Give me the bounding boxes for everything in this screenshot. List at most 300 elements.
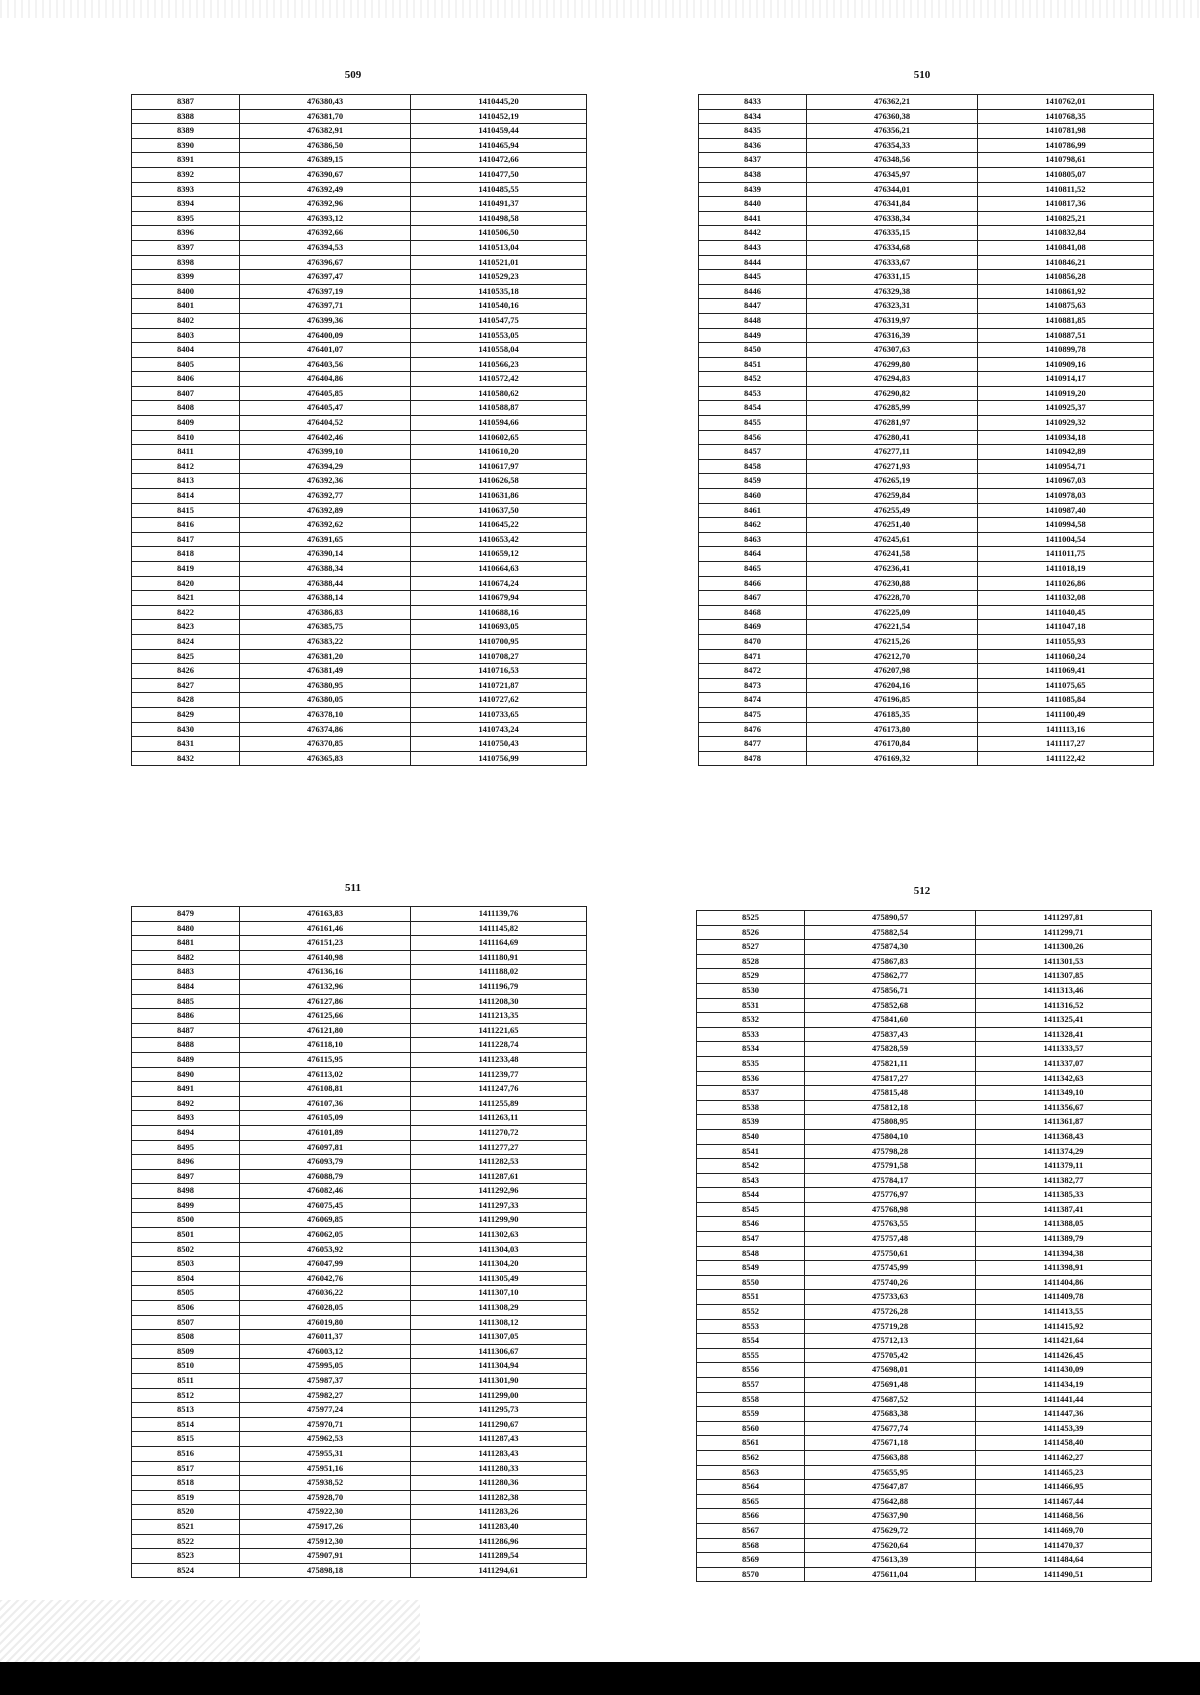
point-number-cell: 8534 xyxy=(697,1042,805,1057)
point-number-cell: 8432 xyxy=(132,751,240,766)
table-row xyxy=(132,634,587,649)
point-number-cell: 8526 xyxy=(697,925,805,940)
coordinates-table xyxy=(131,906,587,1578)
y-coordinate-cell: 1411299,90 xyxy=(411,1213,587,1228)
point-number-cell: 8503 xyxy=(132,1257,240,1272)
table-row xyxy=(132,1096,587,1111)
y-coordinate-cell: 1410588,87 xyxy=(411,401,587,416)
table-row xyxy=(697,1129,1152,1144)
table-row xyxy=(697,1538,1152,1553)
table-row xyxy=(699,576,1154,591)
table-row xyxy=(132,907,587,922)
x-coordinate-cell: 475890,57 xyxy=(805,911,976,926)
y-coordinate-cell: 1410610,20 xyxy=(411,445,587,460)
point-number-cell: 8468 xyxy=(699,605,807,620)
y-coordinate-cell: 1411467,44 xyxy=(976,1494,1152,1509)
x-coordinate-cell: 475637,90 xyxy=(805,1509,976,1524)
point-number-cell: 8426 xyxy=(132,664,240,679)
table-row xyxy=(132,1461,587,1476)
table-row xyxy=(697,1553,1152,1568)
x-coordinate-cell: 476334,68 xyxy=(807,240,978,255)
point-number-cell: 8559 xyxy=(697,1407,805,1422)
x-coordinate-cell: 476118,10 xyxy=(240,1038,411,1053)
x-coordinate-cell: 476215,26 xyxy=(807,634,978,649)
x-coordinate-cell: 475663,88 xyxy=(805,1450,976,1465)
table-row xyxy=(699,678,1154,693)
x-coordinate-cell: 475821,11 xyxy=(805,1056,976,1071)
y-coordinate-cell: 1411055,93 xyxy=(978,634,1154,649)
x-coordinate-cell: 475917,26 xyxy=(240,1519,411,1534)
x-coordinate-cell: 476294,83 xyxy=(807,372,978,387)
point-number-cell: 8449 xyxy=(699,328,807,343)
table-row xyxy=(132,979,587,994)
table-row xyxy=(132,518,587,533)
point-number-cell: 8510 xyxy=(132,1359,240,1374)
x-coordinate-cell: 476307,63 xyxy=(807,343,978,358)
point-number-cell: 8472 xyxy=(699,664,807,679)
x-coordinate-cell: 476115,95 xyxy=(240,1052,411,1067)
x-coordinate-cell: 475791,58 xyxy=(805,1159,976,1174)
point-number-cell: 8539 xyxy=(697,1115,805,1130)
table-row xyxy=(699,211,1154,226)
x-coordinate-cell: 476390,67 xyxy=(240,167,411,182)
y-coordinate-cell: 1410914,17 xyxy=(978,372,1154,387)
table-row xyxy=(697,969,1152,984)
x-coordinate-cell: 476173,80 xyxy=(807,722,978,737)
point-number-cell: 8391 xyxy=(132,153,240,168)
point-number-cell: 8395 xyxy=(132,211,240,226)
y-coordinate-cell: 1411294,61 xyxy=(411,1563,587,1578)
table-row xyxy=(697,1494,1152,1509)
x-coordinate-cell: 476381,20 xyxy=(240,649,411,664)
table-row xyxy=(132,1271,587,1286)
x-coordinate-cell: 476392,66 xyxy=(240,226,411,241)
table-row xyxy=(697,1217,1152,1232)
y-coordinate-cell: 1410856,28 xyxy=(978,270,1154,285)
table-row xyxy=(132,299,587,314)
table-row xyxy=(699,167,1154,182)
point-number-cell: 8490 xyxy=(132,1067,240,1082)
x-coordinate-cell: 475862,77 xyxy=(805,969,976,984)
point-number-cell: 8557 xyxy=(697,1378,805,1393)
y-coordinate-cell: 1410498,58 xyxy=(411,211,587,226)
point-number-cell: 8528 xyxy=(697,954,805,969)
point-number-cell: 8417 xyxy=(132,532,240,547)
point-number-cell: 8474 xyxy=(699,693,807,708)
point-number-cell: 8453 xyxy=(699,386,807,401)
table-row xyxy=(132,1125,587,1140)
y-coordinate-cell: 1411382,77 xyxy=(976,1173,1152,1188)
y-coordinate-cell: 1411286,96 xyxy=(411,1534,587,1549)
table-row xyxy=(132,1052,587,1067)
table-row xyxy=(132,751,587,766)
table-row xyxy=(132,1359,587,1374)
x-coordinate-cell: 476236,41 xyxy=(807,562,978,577)
table-row xyxy=(699,737,1154,752)
table-row xyxy=(132,197,587,212)
table-row xyxy=(132,1082,587,1097)
y-coordinate-cell: 1411188,02 xyxy=(411,965,587,980)
table-row xyxy=(699,620,1154,635)
table-row xyxy=(697,1436,1152,1451)
y-coordinate-cell: 1411398,91 xyxy=(976,1261,1152,1276)
x-coordinate-cell: 476113,02 xyxy=(240,1067,411,1082)
y-coordinate-cell: 1410617,97 xyxy=(411,459,587,474)
table-row xyxy=(132,722,587,737)
table-row xyxy=(132,445,587,460)
x-coordinate-cell: 476140,98 xyxy=(240,950,411,965)
y-coordinate-cell: 1411337,07 xyxy=(976,1056,1152,1071)
x-coordinate-cell: 475620,64 xyxy=(805,1538,976,1553)
y-coordinate-cell: 1411196,79 xyxy=(411,979,587,994)
x-coordinate-cell: 475691,48 xyxy=(805,1378,976,1393)
point-number-cell: 8540 xyxy=(697,1129,805,1144)
x-coordinate-cell: 475987,37 xyxy=(240,1374,411,1389)
table-row xyxy=(699,489,1154,504)
x-coordinate-cell: 476151,23 xyxy=(240,936,411,951)
x-coordinate-cell: 475867,83 xyxy=(805,954,976,969)
x-coordinate-cell: 476345,97 xyxy=(807,167,978,182)
scan-border xyxy=(0,1662,1200,1695)
y-coordinate-cell: 1411085,84 xyxy=(978,693,1154,708)
table-row xyxy=(699,707,1154,722)
point-number-cell: 8451 xyxy=(699,357,807,372)
point-number-cell: 8491 xyxy=(132,1082,240,1097)
point-number-cell: 8546 xyxy=(697,1217,805,1232)
table-row xyxy=(132,503,587,518)
table-row xyxy=(132,489,587,504)
table-row xyxy=(132,109,587,124)
y-coordinate-cell: 1410445,20 xyxy=(411,95,587,110)
point-number-cell: 8445 xyxy=(699,270,807,285)
point-number-cell: 8433 xyxy=(699,95,807,110)
x-coordinate-cell: 476271,93 xyxy=(807,459,978,474)
y-coordinate-cell: 1411263,11 xyxy=(411,1111,587,1126)
y-coordinate-cell: 1410786,99 xyxy=(978,138,1154,153)
point-number-cell: 8497 xyxy=(132,1169,240,1184)
x-coordinate-cell: 476011,37 xyxy=(240,1330,411,1345)
point-number-cell: 8441 xyxy=(699,211,807,226)
point-number-cell: 8487 xyxy=(132,1023,240,1038)
x-coordinate-cell: 476333,67 xyxy=(807,255,978,270)
y-coordinate-cell: 1410645,22 xyxy=(411,518,587,533)
x-coordinate-cell: 476062,05 xyxy=(240,1228,411,1243)
x-coordinate-cell: 475776,97 xyxy=(805,1188,976,1203)
point-number-cell: 8499 xyxy=(132,1198,240,1213)
y-coordinate-cell: 1411280,36 xyxy=(411,1476,587,1491)
point-number-cell: 8419 xyxy=(132,562,240,577)
y-coordinate-cell: 1410841,08 xyxy=(978,240,1154,255)
point-number-cell: 8415 xyxy=(132,503,240,518)
table-row xyxy=(697,1290,1152,1305)
x-coordinate-cell: 475611,04 xyxy=(805,1567,976,1582)
y-coordinate-cell: 1411292,96 xyxy=(411,1184,587,1199)
table-row xyxy=(132,605,587,620)
x-coordinate-cell: 476380,95 xyxy=(240,678,411,693)
y-coordinate-cell: 1411453,39 xyxy=(976,1421,1152,1436)
point-number-cell: 8495 xyxy=(132,1140,240,1155)
y-coordinate-cell: 1410535,18 xyxy=(411,284,587,299)
x-coordinate-cell: 475898,18 xyxy=(240,1563,411,1578)
x-coordinate-cell: 476380,43 xyxy=(240,95,411,110)
y-coordinate-cell: 1411283,26 xyxy=(411,1505,587,1520)
table-row xyxy=(699,430,1154,445)
x-coordinate-cell: 475837,43 xyxy=(805,1027,976,1042)
y-coordinate-cell: 1410626,58 xyxy=(411,474,587,489)
x-coordinate-cell: 476378,10 xyxy=(240,707,411,722)
y-coordinate-cell: 1410781,98 xyxy=(978,124,1154,139)
x-coordinate-cell: 476028,05 xyxy=(240,1301,411,1316)
y-coordinate-cell: 1411434,19 xyxy=(976,1378,1152,1393)
y-coordinate-cell: 1410602,65 xyxy=(411,430,587,445)
table-row xyxy=(697,954,1152,969)
point-number-cell: 8437 xyxy=(699,153,807,168)
x-coordinate-cell: 476042,76 xyxy=(240,1271,411,1286)
table-row xyxy=(697,1450,1152,1465)
y-coordinate-cell: 1410721,87 xyxy=(411,678,587,693)
y-coordinate-cell: 1410580,62 xyxy=(411,386,587,401)
point-number-cell: 8562 xyxy=(697,1450,805,1465)
point-number-cell: 8403 xyxy=(132,328,240,343)
y-coordinate-cell: 1411342,63 xyxy=(976,1071,1152,1086)
x-coordinate-cell: 476365,83 xyxy=(240,751,411,766)
x-coordinate-cell: 476121,80 xyxy=(240,1023,411,1038)
point-number-cell: 8531 xyxy=(697,998,805,1013)
point-number-cell: 8409 xyxy=(132,416,240,431)
table-row xyxy=(132,1403,587,1418)
table-row xyxy=(699,153,1154,168)
x-coordinate-cell: 476380,05 xyxy=(240,693,411,708)
y-coordinate-cell: 1410832,84 xyxy=(978,226,1154,241)
x-coordinate-cell: 476108,81 xyxy=(240,1082,411,1097)
y-coordinate-cell: 1410762,01 xyxy=(978,95,1154,110)
x-coordinate-cell: 475808,95 xyxy=(805,1115,976,1130)
y-coordinate-cell: 1411283,43 xyxy=(411,1446,587,1461)
table-row xyxy=(699,503,1154,518)
point-number-cell: 8489 xyxy=(132,1052,240,1067)
x-coordinate-cell: 476207,98 xyxy=(807,664,978,679)
y-coordinate-cell: 1411287,61 xyxy=(411,1169,587,1184)
y-coordinate-cell: 1411307,05 xyxy=(411,1330,587,1345)
y-coordinate-cell: 1411011,75 xyxy=(978,547,1154,562)
point-number-cell: 8493 xyxy=(132,1111,240,1126)
point-number-cell: 8544 xyxy=(697,1188,805,1203)
point-number-cell: 8518 xyxy=(132,1476,240,1491)
y-coordinate-cell: 1411213,35 xyxy=(411,1009,587,1024)
y-coordinate-cell: 1410817,36 xyxy=(978,197,1154,212)
y-coordinate-cell: 1410743,24 xyxy=(411,722,587,737)
x-coordinate-cell: 476225,09 xyxy=(807,605,978,620)
y-coordinate-cell: 1411282,53 xyxy=(411,1155,587,1170)
table-row xyxy=(697,1509,1152,1524)
table-row xyxy=(132,386,587,401)
point-number-cell: 8478 xyxy=(699,751,807,766)
point-number-cell: 8488 xyxy=(132,1038,240,1053)
table-row xyxy=(697,1173,1152,1188)
y-coordinate-cell: 1410558,04 xyxy=(411,343,587,358)
table-row xyxy=(697,1407,1152,1422)
x-coordinate-cell: 476404,52 xyxy=(240,416,411,431)
point-number-cell: 8450 xyxy=(699,343,807,358)
x-coordinate-cell: 476386,83 xyxy=(240,605,411,620)
point-number-cell: 8550 xyxy=(697,1275,805,1290)
x-coordinate-cell: 476290,82 xyxy=(807,386,978,401)
y-coordinate-cell: 1411307,10 xyxy=(411,1286,587,1301)
table-row xyxy=(699,299,1154,314)
x-coordinate-cell: 476402,46 xyxy=(240,430,411,445)
x-coordinate-cell: 475683,38 xyxy=(805,1407,976,1422)
x-coordinate-cell: 475817,27 xyxy=(805,1071,976,1086)
y-coordinate-cell: 1410733,65 xyxy=(411,707,587,722)
table-row xyxy=(697,925,1152,940)
point-number-cell: 8402 xyxy=(132,313,240,328)
point-number-cell: 8475 xyxy=(699,707,807,722)
point-number-cell: 8413 xyxy=(132,474,240,489)
x-coordinate-cell: 476255,49 xyxy=(807,503,978,518)
table-row xyxy=(699,328,1154,343)
point-number-cell: 8458 xyxy=(699,459,807,474)
x-coordinate-cell: 476385,75 xyxy=(240,620,411,635)
point-number-cell: 8511 xyxy=(132,1374,240,1389)
y-coordinate-cell: 1411490,51 xyxy=(976,1567,1152,1582)
table-row xyxy=(699,518,1154,533)
y-coordinate-cell: 1410887,51 xyxy=(978,328,1154,343)
y-coordinate-cell: 1411299,00 xyxy=(411,1388,587,1403)
point-number-cell: 8408 xyxy=(132,401,240,416)
table-row xyxy=(132,936,587,951)
table-row xyxy=(697,1115,1152,1130)
y-coordinate-cell: 1410653,42 xyxy=(411,532,587,547)
y-coordinate-cell: 1411302,63 xyxy=(411,1228,587,1243)
y-coordinate-cell: 1411409,78 xyxy=(976,1290,1152,1305)
table-row xyxy=(132,1228,587,1243)
y-coordinate-cell: 1410465,94 xyxy=(411,138,587,153)
x-coordinate-cell: 475938,52 xyxy=(240,1476,411,1491)
point-number-cell: 8558 xyxy=(697,1392,805,1407)
table-row xyxy=(697,1261,1152,1276)
x-coordinate-cell: 476356,21 xyxy=(807,124,978,139)
table-row xyxy=(697,1232,1152,1247)
table-row xyxy=(697,1071,1152,1086)
x-coordinate-cell: 476344,01 xyxy=(807,182,978,197)
table-row xyxy=(132,1257,587,1272)
point-number-cell: 8467 xyxy=(699,591,807,606)
point-number-cell: 8524 xyxy=(132,1563,240,1578)
point-number-cell: 8505 xyxy=(132,1286,240,1301)
table-row xyxy=(699,197,1154,212)
y-coordinate-cell: 1410727,62 xyxy=(411,693,587,708)
point-number-cell: 8404 xyxy=(132,343,240,358)
x-coordinate-cell: 476185,35 xyxy=(807,707,978,722)
table-row xyxy=(697,1013,1152,1028)
point-number-cell: 8523 xyxy=(132,1549,240,1564)
point-number-cell: 8438 xyxy=(699,167,807,182)
point-number-cell: 8517 xyxy=(132,1461,240,1476)
x-coordinate-cell: 476163,83 xyxy=(240,907,411,922)
table-row xyxy=(132,547,587,562)
point-number-cell: 8405 xyxy=(132,357,240,372)
table-row xyxy=(699,649,1154,664)
x-coordinate-cell: 476105,09 xyxy=(240,1111,411,1126)
x-coordinate-cell: 475828,59 xyxy=(805,1042,976,1057)
x-coordinate-cell: 475982,27 xyxy=(240,1388,411,1403)
table-row xyxy=(132,1563,587,1578)
y-coordinate-cell: 1410875,63 xyxy=(978,299,1154,314)
table-row xyxy=(132,459,587,474)
y-coordinate-cell: 1410547,75 xyxy=(411,313,587,328)
y-coordinate-cell: 1410491,37 xyxy=(411,197,587,212)
point-number-cell: 8444 xyxy=(699,255,807,270)
y-coordinate-cell: 1410934,18 xyxy=(978,430,1154,445)
point-number-cell: 8422 xyxy=(132,605,240,620)
x-coordinate-cell: 476299,80 xyxy=(807,357,978,372)
y-coordinate-cell: 1410929,32 xyxy=(978,416,1154,431)
point-number-cell: 8514 xyxy=(132,1417,240,1432)
page-number: 511 xyxy=(345,882,361,894)
x-coordinate-cell: 476204,16 xyxy=(807,678,978,693)
x-coordinate-cell: 476392,77 xyxy=(240,489,411,504)
y-coordinate-cell: 1411283,40 xyxy=(411,1519,587,1534)
point-number-cell: 8416 xyxy=(132,518,240,533)
x-coordinate-cell: 476019,80 xyxy=(240,1315,411,1330)
coordinates-table-block xyxy=(131,94,587,766)
y-coordinate-cell: 1411026,86 xyxy=(978,576,1154,591)
x-coordinate-cell: 475907,91 xyxy=(240,1549,411,1564)
y-coordinate-cell: 1411113,16 xyxy=(978,722,1154,737)
point-number-cell: 8521 xyxy=(132,1519,240,1534)
y-coordinate-cell: 1410978,03 xyxy=(978,489,1154,504)
table-row xyxy=(132,620,587,635)
table-row xyxy=(132,372,587,387)
point-number-cell: 8390 xyxy=(132,138,240,153)
table-row xyxy=(697,1480,1152,1495)
y-coordinate-cell: 1410994,58 xyxy=(978,518,1154,533)
point-number-cell: 8388 xyxy=(132,109,240,124)
point-number-cell: 8462 xyxy=(699,518,807,533)
point-number-cell: 8400 xyxy=(132,284,240,299)
y-coordinate-cell: 1411468,56 xyxy=(976,1509,1152,1524)
point-number-cell: 8406 xyxy=(132,372,240,387)
y-coordinate-cell: 1411304,94 xyxy=(411,1359,587,1374)
point-number-cell: 8552 xyxy=(697,1305,805,1320)
point-number-cell: 8545 xyxy=(697,1202,805,1217)
point-number-cell: 8501 xyxy=(132,1228,240,1243)
x-coordinate-cell: 476386,50 xyxy=(240,138,411,153)
point-number-cell: 8500 xyxy=(132,1213,240,1228)
y-coordinate-cell: 1410909,16 xyxy=(978,357,1154,372)
y-coordinate-cell: 1411145,82 xyxy=(411,921,587,936)
y-coordinate-cell: 1411301,90 xyxy=(411,1374,587,1389)
table-row xyxy=(132,153,587,168)
point-number-cell: 8556 xyxy=(697,1363,805,1378)
x-coordinate-cell: 476265,19 xyxy=(807,474,978,489)
x-coordinate-cell: 476036,22 xyxy=(240,1286,411,1301)
y-coordinate-cell: 1410506,50 xyxy=(411,226,587,241)
x-coordinate-cell: 476285,99 xyxy=(807,401,978,416)
y-coordinate-cell: 1410521,01 xyxy=(411,255,587,270)
x-coordinate-cell: 476370,85 xyxy=(240,737,411,752)
y-coordinate-cell: 1411470,37 xyxy=(976,1538,1152,1553)
table-row xyxy=(132,138,587,153)
x-coordinate-cell: 476392,62 xyxy=(240,518,411,533)
y-coordinate-cell: 1411308,12 xyxy=(411,1315,587,1330)
y-coordinate-cell: 1410798,61 xyxy=(978,153,1154,168)
point-number-cell: 8527 xyxy=(697,940,805,955)
y-coordinate-cell: 1411313,46 xyxy=(976,983,1152,998)
point-number-cell: 8508 xyxy=(132,1330,240,1345)
point-number-cell: 8567 xyxy=(697,1523,805,1538)
point-number-cell: 8414 xyxy=(132,489,240,504)
